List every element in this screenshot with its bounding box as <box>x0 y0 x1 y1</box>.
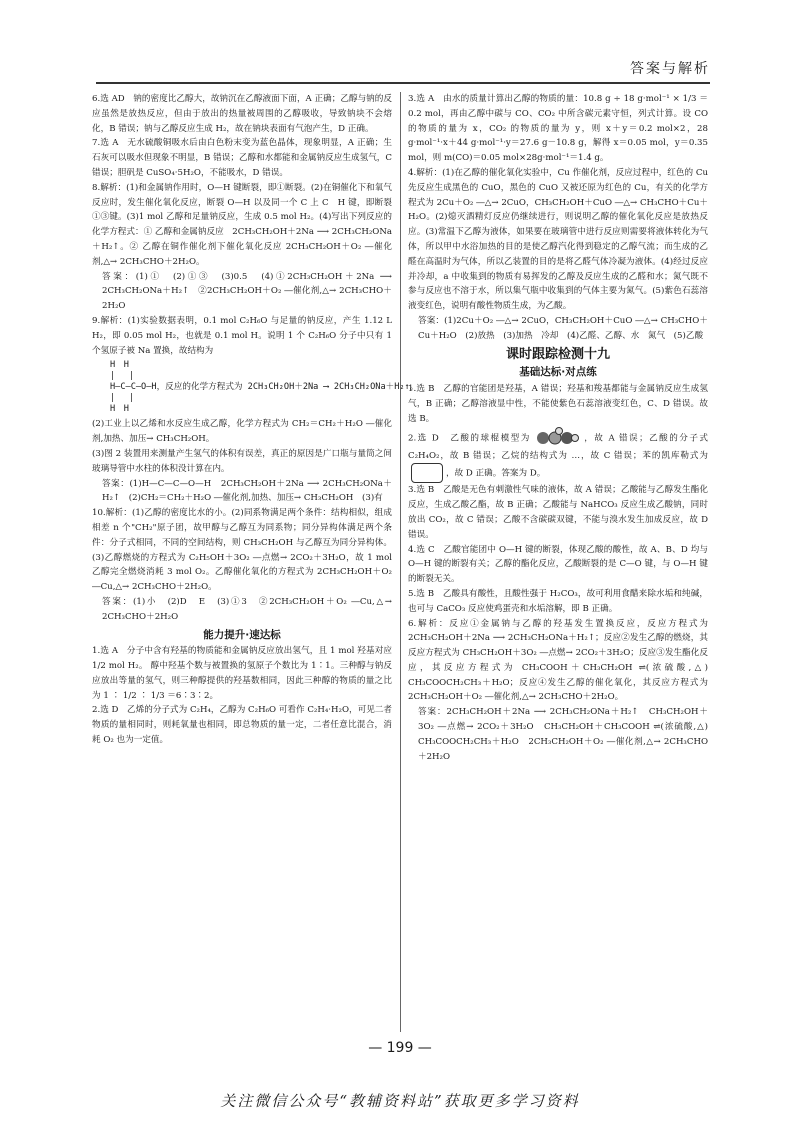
header-rule <box>96 82 710 84</box>
answer-paragraph: 答案：(1)小 (2)D E (3)①3 ②2CH₃CH₂OH＋O₂ ―Cu,△→ 2CH₃CHO＋2H₂O <box>102 596 392 622</box>
question-paragraph: 7.选 A 无水硫酸铜吸水后由白色粉末变为蓝色晶体，现象明显，A 正确；生石灰可以吸水但现象不明显，B 错误；乙醇和水都能和金属钠反应生成氢气，C 错误；胆矾是 CuSO₄·5H₂O，不能吸水，D 错误。 <box>92 138 392 178</box>
structural-formula: H H | | H—C—C—O—H，反应的化学方程式为 2CH₃CH₂OH＋2Na ⟶ 2CH₃CH₂ONa＋H₂↑。 | | H H <box>110 360 419 415</box>
benzene-ring-icon <box>411 463 443 483</box>
paragraph-text: ，故 D 正确。答案为 D。 <box>446 468 546 479</box>
right-column <box>408 92 708 764</box>
question-paragraph: 6.解析：反应①金属钠与乙醇的羟基发生置换反应，反应方程式为 2CH₃CH₂OH＋2Na ⟶ 2CH₃CH₂ONa＋H₂↑；反应②发生乙醇的燃烧，其反应方程式为 CH₃CH₂OH＋3O₂ ―点燃→ 2CO₂＋3H₂O；反应③发生酯化反应，其反应方程式为 CH₃COOH＋CH₃CH₂OH ⇌(浓硫酸,△) CH₃COOCH₂CH₃＋H₂O；反应④发生乙醇的催化氧化，其反应方程式为 2CH₃CH₂OH＋O₂ ―催化剂,△→ 2CH₃CHO＋2H₂O。 <box>408 618 708 703</box>
section-heading: 能力提升·速达标 <box>203 628 281 641</box>
question-paragraph: 4.选 C 乙酸官能团中 O—H 键的断裂，体现乙酸的酸性，故 A、B、D 均与 O—H 键的断裂有关；乙醇的酯化反应，乙酸断裂的是 C—O 键，与 O—H 键的断裂无关。 <box>408 544 708 585</box>
footer-note: 关注微信公众号“教辅资料站”获取更多学习资料 <box>220 1092 580 1110</box>
page-number: — 199 — <box>368 1040 432 1056</box>
answer-paragraph: 答案：(1)H—C—C—O—H 2CH₃CH₂OH＋2Na ⟶ 2CH₃CH₂ONa＋H₂↑ (2)CH₂＝CH₂＋H₂O ―催化剂,加热、加压→ CH₃CH₂OH (3)有 <box>102 478 392 504</box>
page-header <box>96 52 710 80</box>
question-paragraph: 2.选 D 乙烯的分子式为 C₂H₄，乙醇为 C₂H₆O 可看作 C₂H₄·H₂O，可见二者物质的量相同时，则耗氧量也相同，即总物质的量一定，二者任意比混合，消耗 O₂ 也为一定值。 <box>92 705 392 746</box>
content-columns <box>92 92 716 1032</box>
left-column <box>92 92 419 748</box>
question-paragraph: (3)图 2 装置用来测量产生氢气的体积有误差，真正的原因是广口瓶与量筒之间玻璃导管中水柱的体积没计算在内。 <box>92 448 392 474</box>
paragraph-text: 2.选 D 乙酸的球棍模型为 <box>408 433 531 444</box>
question-paragraph: 8.解析：(1)和金属钠作用时，O—H 键断裂，即①断裂。(2)在铜催化下和氧气反应时，发生催化氧化反应，断裂 O—H 以及同一个 C 上 C H 键，即断裂①③键。(3)1 mol 乙醇和足量钠反应，生成 0.5 mol H₂。(4)写出下列反应的化学方程式：① 乙醇和金属钠反应 2CH₃CH₂OH＋2Na ⟶ 2CH₃CH₂ONa＋H₂↑。② 乙醇在铜作催化剂下催化氧化反应 2CH₃CH₂OH＋O₂ ―催化剂,△→ 2CH₃CHO＋2H₂O。 <box>92 182 392 267</box>
answer-paragraph: 答案：2CH₃CH₂OH＋2Na ⟶ 2CH₃CH₂ONa＋H₂↑ CH₃CH₂OH＋3O₂ ―点燃→ 2CO₂＋3H₂O CH₃CH₂OH＋CH₃COOH ⇌(浓硫酸,△) CH₃COOCH₂CH₃＋H₂O 2CH₃CH₂OH＋O₂ ―催化剂,△→ 2CH₃CHO＋2H₂O <box>418 707 708 762</box>
paragraph-text: ，故 A 错误；乙酸的分子式 C₂H₄O₂，故 B 错误；乙烷的结构式为 …，故 C 错误；苯的凯库勒式为 <box>408 433 708 461</box>
question-paragraph: 3.选 A 由水的质量计算出乙醇的物质的量：10.8 g ÷ 18 g·mol⁻¹ × 1/3 ＝0.2 mol，再由乙醇中碳与 CO、CO₂ 中所含碳元素守恒，列式计算。设 CO 的物质的量为 x，CO₂ 的物质的量为 y，则 x＋y＝0.2 mol×2，28 g·mol⁻¹·x＋44 g·mol⁻¹·y＝27.6 g－10.8 g，解得 x＝0.05 mol，y＝0.35 mol，则 m(CO)＝0.05 mol×28g·mol⁻¹＝1.4 g。 <box>408 94 708 164</box>
question-paragraph: 1.选 B 乙醇的官能团是羟基，A 错误；羟基和羧基都能与金属钠反应生成氢气，B 正确；乙醇溶液显中性，不能使紫色石蕊溶液变红色，C、D 错误。故选 B。 <box>408 384 708 424</box>
column-divider <box>400 92 401 1032</box>
question-paragraph: 6.选 AD 钠的密度比乙醇大，故钠沉在乙醇液面下面，A 正确；乙醇与钠的反应虽然是放热反应，但由于放出的热量被周围的乙醇吸收，导致钠块不会熔化，B 错误；钠与乙醇反应生成 H₂，故在钠块表面有气泡产生，D 正确。 <box>92 94 392 134</box>
question-paragraph <box>408 427 708 484</box>
question-paragraph: 1.选 A 分子中含有羟基的物质能和金属钠反应放出氢气，且 1 mol 羟基对应 1/2 mol H₂。 醇中羟基个数与被置换的氢原子个数比为 1∶1。三种醇与钠反应放出等量的氢气，则三种醇提供的羟基数相同，因此三种醇的物质的量之比为 1 ∶ 1/2 ∶ 1/3 ＝6∶3∶2。 <box>92 646 392 701</box>
section-heading: 课时跟踪检测十九 <box>505 346 610 362</box>
question-paragraph: 4.解析：(1)在乙醇的催化氧化实验中，Cu 作催化剂，反应过程中，红色的 Cu 先反应生成黑色的 CuO，黑色的 CuO 又被还原为红色的 Cu，有关的化学方程式为 2Cu＋O₂ ―△→ 2CuO，CH₃CH₂OH＋CuO ―△→ CH₃CHO＋Cu＋H₂O。(2)熄灭酒精灯反应仍继续进行，则说明乙醇的催化氧化反应是放热反应。(3)常温下乙醇为液体，如果要在玻璃管中进行反应则需要将液体转化为气体，所以甲中水浴加热的目的是使乙醇汽化得到稳定的乙醇气流；而生成的乙醛在高温时为气体，所以乙装置的目的是将乙醛气体冷凝为液体。(4)经过反应并冷却，a 中收集到的物质有易挥发的乙醇及反应生成的乙醛和水；氮气既不参与反应也不溶于水，所以集气瓶中收集到的气体主要为氮气。(5)紫色石蕊溶液变红色，说明有酸性物质生成，为乙酸。 <box>408 167 708 312</box>
question-paragraph: 5.选 B 乙酸具有酸性，且酸性强于 H₂CO₃，故可利用食醋来除水垢和纯碱，也可与 CaCO₃ 反应使鸡蛋壳和水垢溶解，即 B 正确。 <box>408 588 708 614</box>
section-heading: 基础达标·对点练 <box>519 366 597 379</box>
question-paragraph: 10.解析：(1)乙醇的密度比水的小。(2)同系物满足两个条件：结构相似，组成相差 n 个"CH₂"原子团，故甲醇与乙醇互为同系物；同分异构体满足两个条件：分子式相同，不同的空间结构，则 CH₃CH₂OH 与乙醇互为同分异构体。(3)乙醇燃烧的方程式为 C₂H₅OH＋3O₂ ―点燃→ 2CO₂＋3H₂O，故 1 mol 乙醇完全燃烧消耗 3 mol O₂。乙醇催化氧化的方程式为 2CH₃CH₂OH＋O₂ ―Cu,△→ 2CH₃CHO＋2H₂O。 <box>92 508 392 593</box>
header-title: 答案与解析 <box>630 61 710 77</box>
answer-paragraph: 答案：(1)2Cu＋O₂ ―△→ 2CuO，CH₃CH₂OH＋CuO ―△→ CH₃CHO＋Cu＋H₂O (2)放热 (3)加热 冷却 (4)乙醛、乙醇、水 氮气 (5)乙酸 <box>418 315 708 341</box>
ball-stick-model-icon <box>535 427 579 449</box>
answer-paragraph: 答案：(1)① (2)①③ (3)0.5 (4)①2CH₃CH₂OH＋2Na ⟶ 2CH₃CH₂ONa＋H₂↑ ②2CH₃CH₂OH＋O₂ ―催化剂,△→ 2CH₃CHO＋2H₂O <box>102 271 392 312</box>
question-paragraph: 3.选 B 乙酸是无色有刺激性气味的液体，故 A 错误；乙酸能与乙醇发生酯化反应，生成乙酸乙酯，故 B 正确；乙酸能与 NaHCO₃ 反应生成乙酸钠，同时放出 CO₂，故 C 错误；乙酸不含碳碳双键，不能与溴水发生加成反应，故 D 错误。 <box>408 485 708 540</box>
question-paragraph: (2)工业上以乙烯和水反应生成乙醇，化学方程式为 CH₂＝CH₂＋H₂O ―催化剂,加热、加压→ CH₃CH₂OH。 <box>92 419 392 445</box>
question-paragraph: 9.解析：(1)实验数据表明，0.1 mol C₂H₆O 与足量的钠反应，产生 1.12 L H₂，即 0.05 mol H₂，也就是 0.1 mol H。说明 1 个 C₂H₆O 分子中只有 1 个氢原子被 Na 置换，故结构为 <box>92 315 392 356</box>
